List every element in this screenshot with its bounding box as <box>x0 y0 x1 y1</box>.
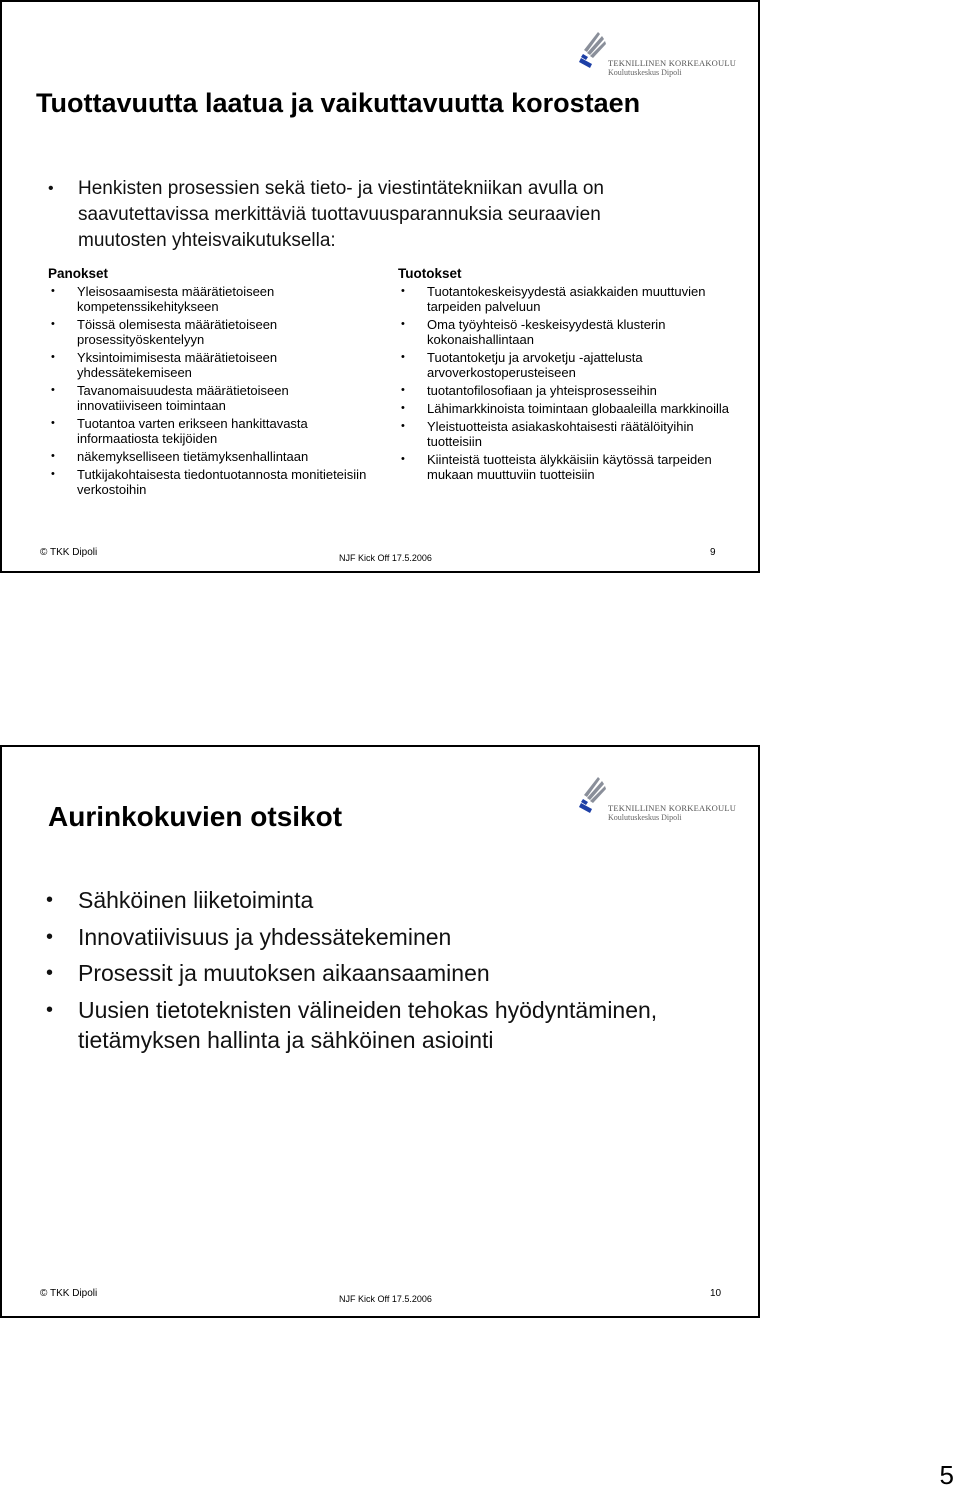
list-item: • Innovatiivisuus ja yhdessätekeminen <box>46 922 746 952</box>
tkk-logo-icon <box>578 773 610 813</box>
intro-line: muutosten yhteisvaikutuksella: <box>78 230 336 251</box>
list-item: • Tuotantokeskeisyydestä asiakkaiden muuttuvien tarpeiden palveluun <box>398 284 738 314</box>
list-item: • Tuotantoketju ja arvoketju -ajattelusta arvoverkostoperusteiseen <box>398 350 738 380</box>
list-item: • Yleistuotteista asiakaskohtaisesti räätälöityihin tuotteisiin <box>398 419 738 449</box>
list-item: • Uusien tietoteknisten välineiden tehokas hyödyntäminen, tietämyksen hallinta ja sähköinen asiointi <box>46 995 746 1055</box>
list-item: • Tutkijakohtaisesta tiedontuotannosta monitieteisiin verkostoihin <box>48 467 368 497</box>
logo-text-line1: TEKNILLINEN KORKEAKOULU <box>608 803 737 813</box>
inputs-list <box>48 284 368 497</box>
list-item: • tuotantofilosofiaan ja yhteisprosesseihin <box>398 383 738 398</box>
footer-copyright: © TKK Dipoli <box>40 547 98 558</box>
slide-title: Aurinkokuvien otsikot <box>48 801 343 832</box>
logo-text-line1: TEKNILLINEN KORKEAKOULU <box>608 58 737 68</box>
intro-line: Henkisten prosessien sekä tieto- ja viestintätekniikan avulla on <box>78 178 604 199</box>
intro-paragraph <box>48 176 718 254</box>
tkk-logo-icon <box>578 28 610 68</box>
intro-line: saavutettavissa merkittäviä tuottavuusparannuksia seuraavien <box>78 204 601 225</box>
list-item: • Yksintoimimisesta määrätietoiseen yhdessätekemiseen <box>48 350 368 380</box>
inputs-column <box>48 266 368 500</box>
outputs-column <box>398 266 738 485</box>
logo-text-line2: Koulutuskeskus Dipoli <box>608 68 682 77</box>
slide-10 <box>0 745 760 1318</box>
list-item: • Tuotantoa varten erikseen hankittavasta informaatiosta tekijöiden <box>48 416 368 446</box>
slide-number: 9 <box>710 547 716 558</box>
footer-event: NJF Kick Off 17.5.2006 <box>339 553 432 563</box>
tkk-logo <box>578 773 737 825</box>
footer-copyright: © TKK Dipoli <box>40 1288 98 1299</box>
list-item: • näkemykselliseen tietämyksenhallintaan <box>48 449 368 464</box>
list-item: • Kiinteistä tuotteista älykkäisiin käytössä tarpeiden mukaan muuttuviin tuotteisiin <box>398 452 738 482</box>
column-heading: Tuotokset <box>398 266 462 281</box>
tkk-logo <box>578 28 737 80</box>
list-item: • Prosessit ja muutoksen aikaansaaminen <box>46 958 746 988</box>
slide-9 <box>0 0 760 573</box>
outputs-list <box>398 284 738 482</box>
intro-text <box>48 176 718 254</box>
slide-number: 10 <box>710 1288 722 1299</box>
slide-title: Tuottavuutta laatua ja vaikuttavuutta korostaen <box>36 88 641 118</box>
logo-text-line2: Koulutuskeskus Dipoli <box>608 813 682 822</box>
list-item: • Oma työyhteisö -keskeisyydestä klusterin kokonaishallintaan <box>398 317 738 347</box>
list-item: • Tavanomaisuudesta määrätietoiseen innovatiiviseen toimintaan <box>48 383 368 413</box>
list-item: • Sähköinen liiketoiminta <box>46 885 746 915</box>
list-item: • Yleisosaamisesta määrätietoiseen kompetenssikehitykseen <box>48 284 368 314</box>
footer-event: NJF Kick Off 17.5.2006 <box>339 1294 432 1304</box>
list-item: • Lähimarkkinoista toimintaan globaaleilla markkinoilla <box>398 401 738 416</box>
page-number: 5 <box>939 1460 954 1490</box>
column-heading: Panokset <box>48 266 109 281</box>
bullet-list <box>46 885 746 1061</box>
list-item: • Töissä olemisesta määrätietoiseen prosessityöskentelyyn <box>48 317 368 347</box>
